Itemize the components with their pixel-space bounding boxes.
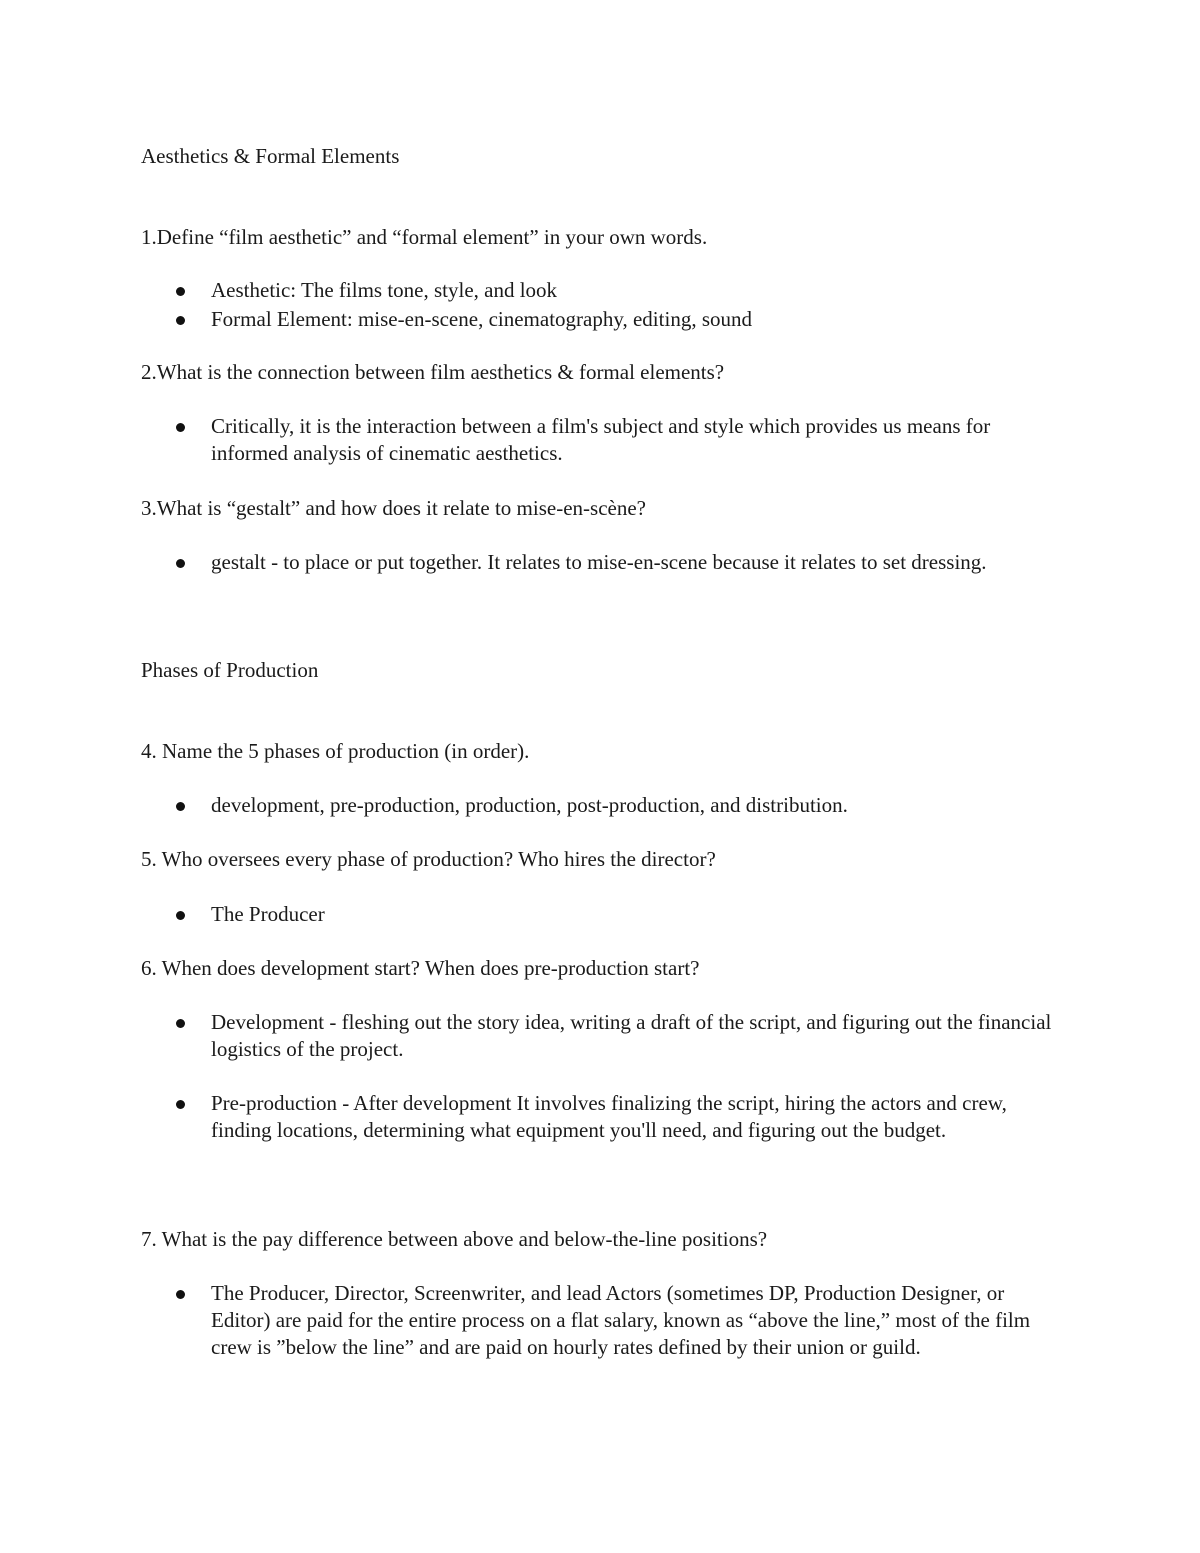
question-6: 6. When does development start? When does pre-production start? <box>141 956 700 980</box>
question-3: 3.What is “gestalt” and how does it relate to mise-en-scène? <box>141 496 646 520</box>
answer-text: Critically, it is the interaction between a film's subject and style which provides us means for informed analysis of cinematic aesthetics. <box>211 414 991 465</box>
section-heading-aesthetics: Aesthetics & Formal Elements <box>141 144 400 168</box>
section-heading-phases: Phases of Production <box>141 658 319 682</box>
answer-text: development, pre-production, production, post-production, and distribution. <box>211 793 848 817</box>
answer-text: Formal Element: mise-en-scene, cinematography, editing, sound <box>211 307 752 331</box>
answer-text: The Producer, Director, Screenwriter, and lead Actors (sometimes DP, Production Designer, or Editor) are paid for the entire process on a flat salary, known as “above the line,” most of the film crew is ”below the line” and are paid on hourly rates defined by their union or guild. <box>211 1281 1031 1359</box>
bullet-icon <box>176 1290 185 1299</box>
bullet-icon <box>176 911 185 920</box>
answer-text: Aesthetic: The films tone, style, and look <box>211 278 558 302</box>
bullet-icon <box>176 316 185 325</box>
answer-text: gestalt - to place or put together. It relates to mise-en-scene because it relates to set dressing. <box>211 550 987 574</box>
bullet-icon <box>176 1019 185 1028</box>
question-2: 2.What is the connection between film aesthetics & formal elements? <box>141 360 725 384</box>
bullet-icon <box>176 1100 185 1109</box>
question-1: 1.Define “film aesthetic” and “formal element” in your own words. <box>141 225 708 249</box>
bullet-icon <box>176 287 185 296</box>
question-7: 7. What is the pay difference between above and below-the-line positions? <box>141 1227 768 1251</box>
answer-text: Development - fleshing out the story idea, writing a draft of the script, and figuring out the financial logistics of the project. <box>211 1010 1052 1061</box>
answer-text: The Producer <box>211 902 325 926</box>
question-5: 5. Who oversees every phase of production? Who hires the director? <box>141 847 716 871</box>
question-4: 4. Name the 5 phases of production (in order). <box>141 739 530 763</box>
bullet-icon <box>176 423 185 432</box>
bullet-icon <box>176 802 185 811</box>
answer-text: Pre-production - After development It involves finalizing the script, hiring the actors and crew, finding locations, determining what equipment you'll need, and figuring out the budget. <box>211 1091 1007 1142</box>
bullet-icon <box>176 559 185 568</box>
